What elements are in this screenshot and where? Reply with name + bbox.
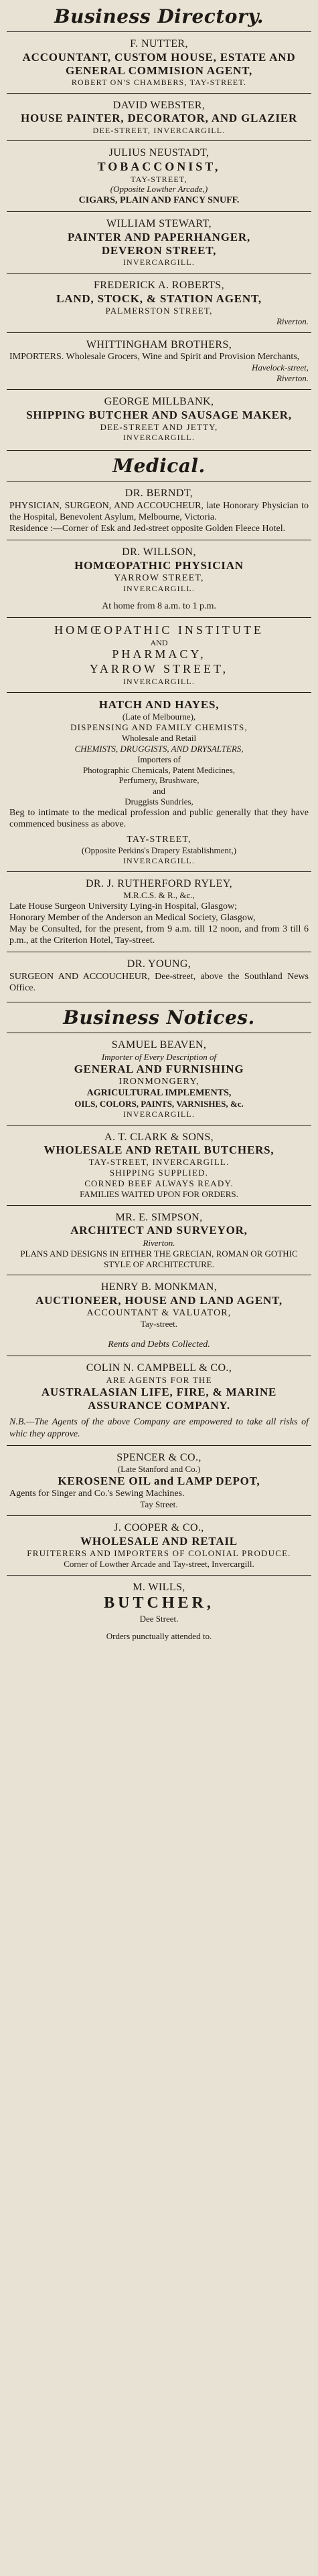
ad-text: M.R.C.S. & R., &c., [123, 890, 195, 901]
ad-text: Druggists Sundries, [125, 796, 193, 807]
ad-text: Photographic Chemicals, Patent Medicines, [82, 764, 236, 775]
ad-text: and [153, 786, 165, 796]
ad-name: HENRY B. MONKMAN, [100, 1281, 218, 1293]
ad-clark [7, 1125, 311, 1205]
ad-text: PALMERSTON STREET, [105, 305, 213, 316]
ad-text: Late House Surgeon University Lying-in Hospital, Glasgow; [9, 901, 237, 912]
ad-text: TAY-STREET, INVERCARGILL. [88, 1157, 230, 1168]
ad-text: FRUITERERS AND IMPORTERS OF COLONIAL PRODUCE. [27, 1548, 291, 1559]
ad-homoeopathic-institute [7, 617, 311, 692]
ad-address: INVERCARGILL. [123, 677, 195, 687]
ad-text: Importer of Every Description of [101, 1051, 217, 1062]
ad-name: M. WILLS, [133, 1581, 185, 1593]
ad-address: Riverton. [276, 373, 309, 384]
ad-name: DR. WILLSON, [122, 546, 196, 558]
ad-text: LAND, STOCK, & STATION AGENT, [56, 292, 262, 305]
ad-hatch-and-hayes [7, 692, 311, 871]
ad-text: TAY-STREET, [131, 174, 187, 184]
ad-text: Riverton. [143, 1237, 175, 1248]
ad-text: Agents for Singer and Co.'s Sewing Machines. [9, 1489, 185, 1499]
ad-whittingham [7, 332, 311, 389]
ad-roberts [7, 273, 311, 332]
ad-name: DAVID WEBSTER, [112, 99, 206, 111]
ad-address: Dee Street. [139, 1613, 179, 1624]
ad-address: INVERCARGILL. [123, 432, 195, 442]
ad-berndt [7, 481, 311, 540]
ad-text: YARROW STREET, [89, 662, 229, 676]
ad-nutter [7, 31, 311, 93]
ad-name: DR. BERNDT, [125, 488, 193, 500]
ad-text: CHEMISTS, DRUGGISTS, AND DRYSALTERS, [74, 743, 244, 754]
ad-spencer [7, 1445, 311, 1516]
ad-address: Tay Street. [140, 1499, 178, 1510]
ad-name: GEORGE MILLBANK, [104, 395, 214, 407]
ad-name: WHITTINGHAM BROTHERS, [86, 338, 232, 350]
ad-address: DEE-STREET, INVERCARGILL. [92, 125, 226, 135]
ad-text: (Late Stanford and Co.) [117, 1464, 201, 1475]
ad-text: CORNED BEEF ALWAYS READY. [84, 1178, 234, 1189]
ad-name: DR. J. RUTHERFORD RYLEY, [85, 877, 233, 889]
ad-webster [7, 93, 311, 141]
ad-text: Orders punctually attended to. [106, 1630, 212, 1641]
ad-text: May be Consulted, for the present, from 9 a.m. till 12 noon, and from 3 till 6 p.m., at the Criterion Hotel, Tay-street. [9, 924, 309, 946]
ad-text: HOMŒOPATHIC PHYSICIAN [74, 558, 244, 572]
ad-wills [7, 1575, 311, 1647]
section-heading-medical: Medical. [7, 450, 311, 477]
section-heading-business-directory: Business Directory. [54, 5, 264, 27]
ad-text: Wholesale and Retail [121, 733, 197, 744]
ad-beaven [7, 1033, 311, 1124]
ad-text: AGRICULTURAL IMPLEMENTS, [86, 1087, 232, 1098]
ad-text: (Late of Melbourne), [122, 712, 196, 722]
ad-address: INVERCARGILL. [123, 1109, 195, 1119]
ad-text: WHOLESALE AND RETAIL [80, 1534, 238, 1547]
ad-text: N.B.—The Agents of the above Company are empowered to take all risks of whic they approve. [9, 1417, 309, 1439]
ad-address: INVERCARGILL. [123, 856, 195, 866]
ad-name: A. T. CLARK & SONS, [104, 1131, 214, 1143]
ad-text: Importers of [137, 754, 181, 764]
ad-address: INVERCARGILL. [123, 584, 195, 594]
ad-text: FAMILIES WAITED UPON FOR ORDERS. [80, 1189, 238, 1200]
ad-text: ARE AGENTS FOR THE [106, 1374, 212, 1385]
ad-text: PAINTER AND PAPERHANGER, [67, 230, 251, 243]
ad-text: Beg to intimate to the medical profession and public generally that they have commenced business as above. [9, 808, 309, 830]
ad-name: J. COOPER & CO., [114, 1522, 204, 1534]
ad-young [7, 952, 311, 999]
ad-cooper [7, 1515, 311, 1575]
ad-text: KEROSENE OIL and LAMP DEPOT, [58, 1474, 260, 1487]
section-heading-business-notices: Business Notices. [7, 1002, 311, 1029]
ad-text: DEE-STREET AND JETTY, [100, 421, 218, 432]
ad-text: CIGARS, PLAIN AND FANCY SNUFF. [78, 195, 240, 206]
ad-text: (Opposite Lowther Arcade,) [110, 184, 208, 195]
ad-name: SPENCER & CO., [116, 1451, 202, 1463]
ad-text: GENERAL AND FURNISHING [74, 1062, 244, 1075]
ad-text: Honorary Member of the Anderson an Medical Society, Glasgow, [9, 913, 256, 924]
ad-willson [7, 540, 311, 617]
ad-text: BUTCHER, [104, 1594, 214, 1612]
ad-name: COLIN N. CAMPBELL & CO., [86, 1362, 232, 1374]
ad-ryley [7, 871, 311, 952]
ad-text: At home from 8 a.m. to 1 p.m. [102, 601, 216, 611]
ad-text: SHIPPING SUPPLIED. [109, 1168, 209, 1178]
ad-text: IMPORTERS. Wholesale Grocers, Wine and Spirit and Provision Merchants, [9, 352, 300, 362]
ad-text: HOUSE PAINTER, DECORATOR, AND GLAZIER [20, 112, 298, 125]
ad-text: TAY-STREET, [127, 835, 191, 845]
ad-address: INVERCARGILL. [123, 257, 195, 267]
ad-text: Residence :—Corner of Esk and Jed-street opposite Golden Fleece Hotel. [9, 524, 286, 534]
ad-text: DISPENSING AND FAMILY CHEMISTS, [70, 722, 248, 733]
ad-text: PHYSICIAN, SURGEON, AND ACCOUCHEUR, late Honorary Physician to the Hospital, Benevolent Asylum, Melbourne, Victoria. [9, 500, 309, 522]
ad-neustadt [7, 140, 311, 211]
ad-text: Havelock-street, [251, 362, 309, 373]
ad-text: Rents and Debts Collected. [108, 1339, 210, 1350]
ad-text: IRONMONGERY, [118, 1076, 200, 1087]
ad-text: Perfumery, Brushware, [118, 775, 200, 786]
ad-text: OILS, COLORS, PAINTS, VARNISHES, &c. [74, 1099, 244, 1109]
ad-text: ACCOUNTANT, CUSTOM HOUSE, ESTATE AND GENERAL COMMISION AGENT, [22, 50, 296, 77]
ad-monkman [7, 1275, 311, 1356]
ad-name: HATCH AND HAYES, [98, 697, 220, 711]
ad-text: TOBACCONIST, [97, 159, 221, 173]
ad-text: ACCOUNTANT & VALUATOR, [86, 1308, 232, 1319]
ad-text: (Opposite Perkins's Drapery Establishment,) [81, 845, 237, 856]
ad-text: WHOLESALE AND RETAIL BUTCHERS, [44, 1144, 274, 1157]
ad-name: F. NUTTER, [130, 38, 188, 49]
ad-text: YARROW STREET, [114, 573, 204, 584]
ad-simpson [7, 1205, 311, 1275]
ad-name: WILLIAM STEWART, [106, 218, 212, 230]
ad-name: SAMUEL BEAVEN, [111, 1039, 207, 1051]
ad-text: ARCHITECT AND SURVEYOR, [70, 1224, 248, 1237]
ad-stewart [7, 211, 311, 273]
ad-text: AND [150, 637, 168, 647]
ad-text: PHARMACY, [112, 647, 206, 661]
ad-millbank [7, 389, 311, 447]
ad-address: Tay-street. [140, 1319, 178, 1329]
ad-text: AUSTRALASIAN LIFE, FIRE, & MARINE ASSURANCE COMPANY. [41, 1385, 277, 1412]
ad-text: DEVERON STREET, [101, 244, 217, 257]
ad-name: DR. YOUNG, [127, 958, 191, 970]
ad-text: HOMŒOPATHIC INSTITUTE [54, 623, 264, 637]
ad-name: FREDERICK A. ROBERTS, [93, 280, 225, 292]
ad-campbell [7, 1356, 311, 1444]
ad-text: AUCTIONEER, HOUSE AND LAND AGENT, [35, 1293, 283, 1307]
ad-address: Corner of Lowther Arcade and Tay-street, Invercargill. [64, 1559, 254, 1570]
ad-text: PLANS AND DESIGNS IN EITHER THE GRECIAN, ROMAN OR GOTHIC STYLE OF ARCHITECTURE. [20, 1248, 298, 1269]
ad-address: Riverton. [276, 316, 309, 326]
ad-text: SHIPPING BUTCHER AND SAUSAGE MAKER, [26, 408, 292, 421]
ad-address: ROBERT ON'S CHAMBERS, TAY-STREET. [71, 78, 247, 88]
ad-name: JULIUS NEUSTADT, [108, 147, 210, 159]
ad-text: SURGEON AND ACCOUCHEUR, Dee-street, above the Southland News Office. [9, 971, 309, 994]
ad-name: MR. E. SIMPSON, [115, 1211, 203, 1223]
